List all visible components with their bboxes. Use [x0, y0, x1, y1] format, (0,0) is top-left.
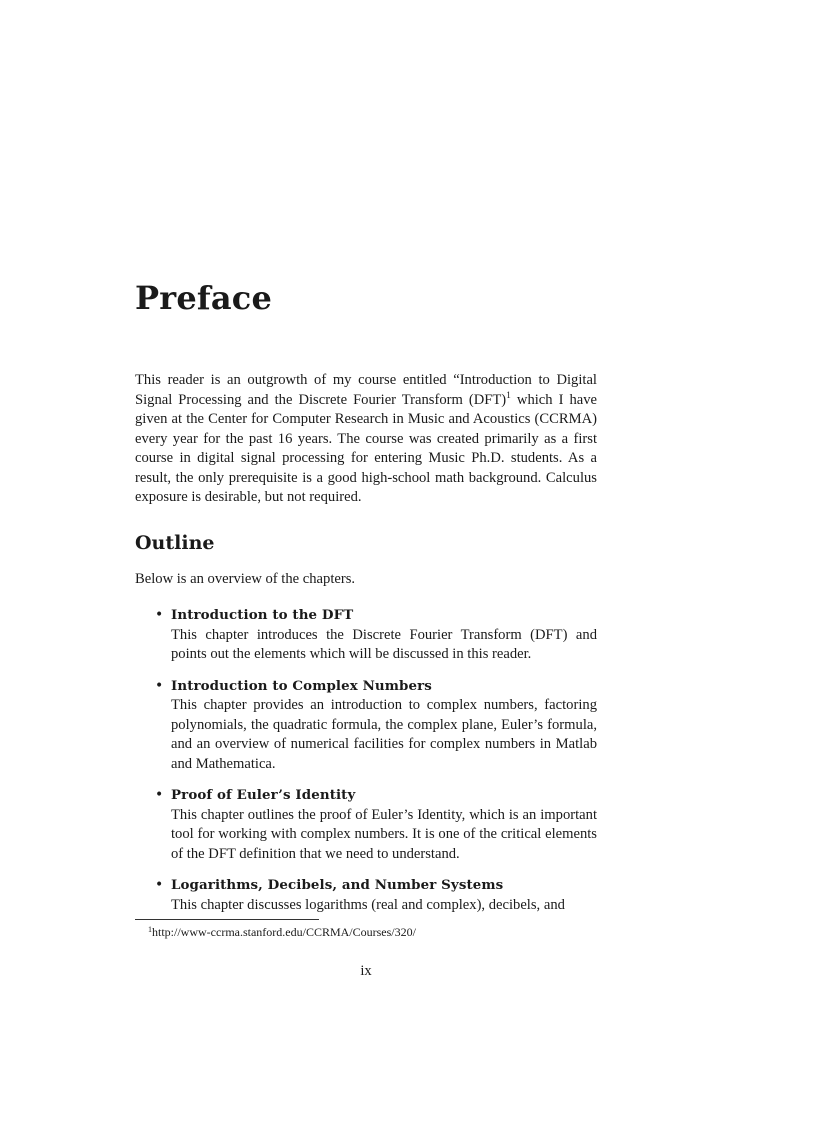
list-item-description: This chapter introduces the Discrete Fourier Transform (DFT) and points out the elements which will be discussed in this reader. [171, 626, 597, 662]
intro-paragraph [135, 371, 597, 508]
chapter-outline-list [135, 606, 597, 927]
list-item-title: Introduction to the DFT [171, 607, 354, 623]
outline-lead-text: Below is an overview of the chapters. [135, 571, 356, 587]
list-item-description: This chapter outlines the proof of Euler’s Identity, which is an important tool for working with complex numbers. It is one of the critical elements of the DFT definition that we need to understand. [171, 806, 597, 862]
list-item-description: This chapter provides an introduction to complex numbers, factoring polynomials, the quadratic formula, the complex plane, Euler’s formula, and an overview of numerical facilities for complex numbers in Matlab and Mathematica. [171, 697, 597, 772]
list-item [135, 876, 597, 915]
list-item-title: Logarithms, Decibels, and Number Systems [171, 877, 504, 893]
page-number: ix [360, 963, 372, 979]
footnote-mark: 1 [148, 925, 152, 934]
list-item [135, 606, 597, 665]
bullet-icon: • [155, 787, 164, 803]
chapter-title: Preface [135, 279, 273, 317]
footnote [148, 924, 416, 940]
intro-text-part-1: This reader is an outgrowth of my course entitled “Introduction to Digital Signal Processing and the Discrete Fourier Transform (DFT) [135, 372, 597, 408]
footnote-divider [135, 919, 319, 920]
list-item [135, 786, 597, 864]
bullet-icon: • [155, 677, 164, 694]
section-title-outline: Outline [135, 532, 215, 554]
footnote-url-link[interactable]: http://www-ccrma.stanford.edu/CCRMA/Courses/320/ [152, 925, 416, 939]
list-item [135, 677, 597, 775]
list-item-title: Introduction to Complex Numbers [171, 677, 432, 694]
list-item-title: Proof of Euler’s Identity [171, 787, 356, 803]
footnote-reference[interactable]: 1 [506, 390, 511, 401]
intro-text-part-2: which I have given at the Center for Computer Research in Music and Acoustics (CCRMA) every year for the past 16 years. The course was created primarily as a first course in digital signal processing for entering Music Ph.D. students. As a result, the only prerequisite is a good high-school math background. Calculus exposure is desirable, but not required. [135, 391, 597, 505]
bullet-icon: • [155, 877, 164, 893]
bullet-icon: • [155, 607, 164, 623]
list-item-description: This chapter discusses logarithms (real and complex), decibels, and [171, 896, 565, 913]
